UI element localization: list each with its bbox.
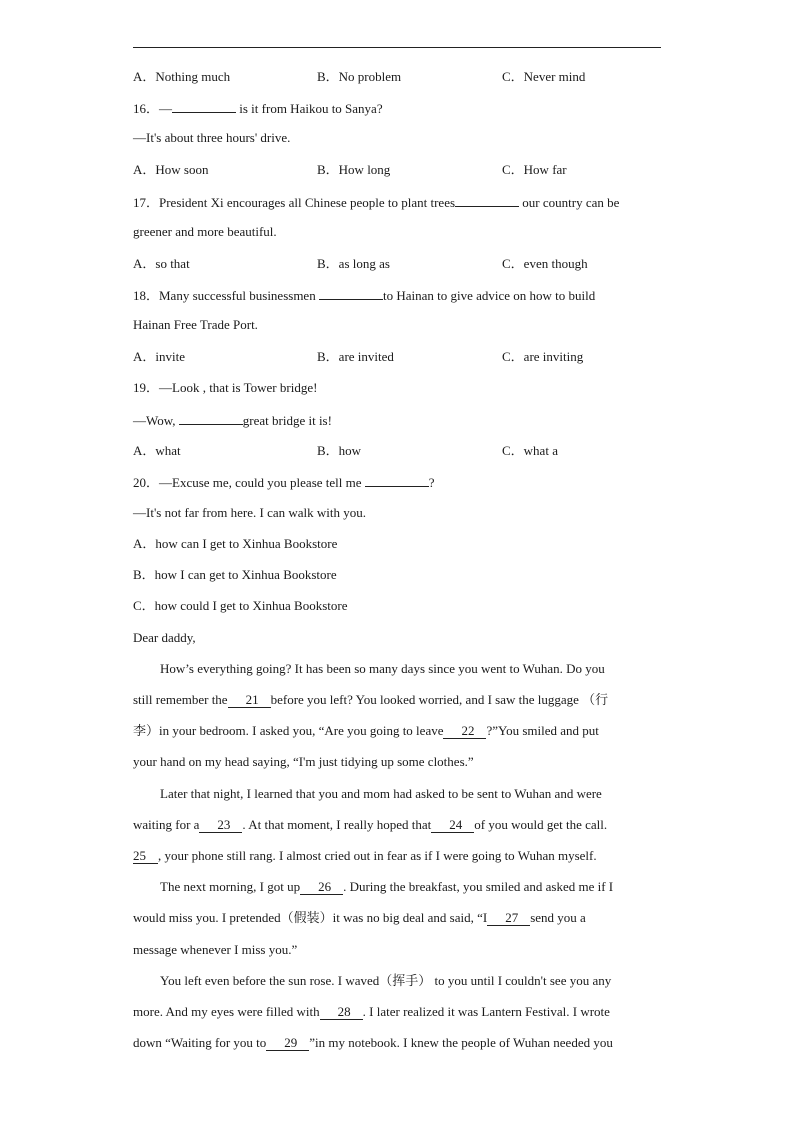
answer-blank xyxy=(179,409,243,425)
blank-25: 25 xyxy=(133,848,158,864)
q17-stem xyxy=(133,191,619,211)
blank-23: 23 xyxy=(199,817,242,833)
option-b: B．are invited xyxy=(317,349,394,364)
letter-line: How’s everything going? It has been so many days since you went to Wuhan. Do you xyxy=(160,661,605,676)
q17-stem-end: our country can be xyxy=(519,195,620,210)
text: ?”You smiled and put xyxy=(486,723,599,738)
q19-reply-end: great bridge it is! xyxy=(242,413,332,428)
q20-reply: —It's not far from here. I can walk with you. xyxy=(133,505,367,520)
option-b: B．No problem xyxy=(317,69,402,84)
option-b: B．How long xyxy=(317,162,391,177)
text: , your phone still rang. I almost cried out in fear as if I were going to Wuhan myself. xyxy=(158,848,597,863)
text: still remember the xyxy=(133,692,228,707)
text: down “Waiting for you to xyxy=(133,1035,267,1050)
text: of you would get the call. xyxy=(474,817,608,832)
option-b: B．as long as xyxy=(317,256,390,271)
letter-line xyxy=(133,908,586,928)
answer-blank xyxy=(172,97,236,113)
letter-line xyxy=(133,815,661,835)
blank-22: 22 xyxy=(443,723,486,739)
option-a: A．how can I get to Xinhua Bookstore xyxy=(133,536,338,551)
q16-stem-end: is it from Haikou to Sanya? xyxy=(236,101,383,116)
q17-stem-cont: greener and more beautiful. xyxy=(133,224,277,239)
option-c: C．Never mind xyxy=(502,69,586,84)
answer-blank xyxy=(455,191,519,207)
letter-line xyxy=(160,877,613,897)
blank-24: 24 xyxy=(431,817,474,833)
q20-stem-start: 20．—Excuse me, could you please tell me xyxy=(133,475,365,490)
blank-27: 27 xyxy=(487,910,530,926)
top-rule xyxy=(133,47,661,48)
text: . During the breakfast, you smiled and asked me if I xyxy=(343,879,614,894)
q16-reply: —It's about three hours' drive. xyxy=(133,130,291,145)
text: waiting for a xyxy=(133,817,200,832)
option-c: C．even though xyxy=(502,256,588,271)
text: would miss you. I pretended（假装）it was no big deal and said, “I xyxy=(133,910,488,925)
option-a: A．Nothing much xyxy=(133,69,231,84)
option-a: A．How soon xyxy=(133,162,209,177)
text: The next morning, I got up xyxy=(160,879,301,894)
option-c: C．are inviting xyxy=(502,349,584,364)
q20-stem xyxy=(133,471,435,491)
letter-line xyxy=(133,1033,613,1053)
answer-blank xyxy=(365,471,429,487)
option-a: A．so that xyxy=(133,256,190,271)
q18-stem-start: 18．Many successful businessmen xyxy=(133,288,319,303)
text: more. And my eyes were filled with xyxy=(133,1004,320,1019)
text: send you a xyxy=(530,910,586,925)
answer-blank xyxy=(319,284,383,300)
q18-stem xyxy=(133,284,595,304)
letter-line xyxy=(133,846,597,866)
option-c: C．how could I get to Xinhua Bookstore xyxy=(133,598,348,613)
blank-28: 28 xyxy=(320,1004,363,1020)
option-c: C．what a xyxy=(502,443,558,458)
q16-stem-start: 16．— xyxy=(133,101,173,116)
text: 李）in your bedroom. I asked you, “Are you going to leave xyxy=(133,723,444,738)
option-b: B．how I can get to Xinhua Bookstore xyxy=(133,567,337,582)
letter-line: message whenever I miss you.” xyxy=(133,942,298,957)
blank-26: 26 xyxy=(300,879,343,895)
option-a: A．what xyxy=(133,443,181,458)
blank-21: 21 xyxy=(228,692,271,708)
q19-reply-start: —Wow, xyxy=(133,413,179,428)
letter-line xyxy=(133,690,608,710)
q16-stem xyxy=(133,97,383,117)
option-a: A．invite xyxy=(133,349,185,364)
letter-line xyxy=(133,1002,610,1022)
letter-line: Later that night, I learned that you and mom had asked to be sent to Wuhan and were xyxy=(160,786,602,801)
letter-line xyxy=(133,721,599,741)
q18-stem-cont: Hainan Free Trade Port. xyxy=(133,317,258,332)
letter-line: your hand on my head saying, “I'm just tidying up some clothes.” xyxy=(133,754,474,769)
option-b: B．how xyxy=(317,443,362,458)
text: . I later realized it was Lantern Festival. I wrote xyxy=(362,1004,610,1019)
q19-reply xyxy=(133,409,332,429)
q18-stem-end: to Hainan to give advice on how to build xyxy=(382,288,596,303)
q19-stem: 19．—Look , that is Tower bridge! xyxy=(133,380,318,395)
letter-greeting: Dear daddy, xyxy=(133,630,196,645)
text: . At that moment, I really hoped that xyxy=(242,817,432,832)
letter-line: You left even before the sun rose. I waved（挥手） to you until I couldn't see you any xyxy=(160,973,612,988)
option-c: C．How far xyxy=(502,162,567,177)
q20-stem-end: ? xyxy=(428,475,435,490)
q17-stem-start: 17．President Xi encourages all Chinese people to plant trees xyxy=(133,195,456,210)
blank-29: 29 xyxy=(266,1035,309,1051)
text: ”in my notebook. I knew the people of Wuhan needed you xyxy=(309,1035,613,1050)
text: before you left? You looked worried, and I saw the luggage （行 xyxy=(270,692,609,707)
